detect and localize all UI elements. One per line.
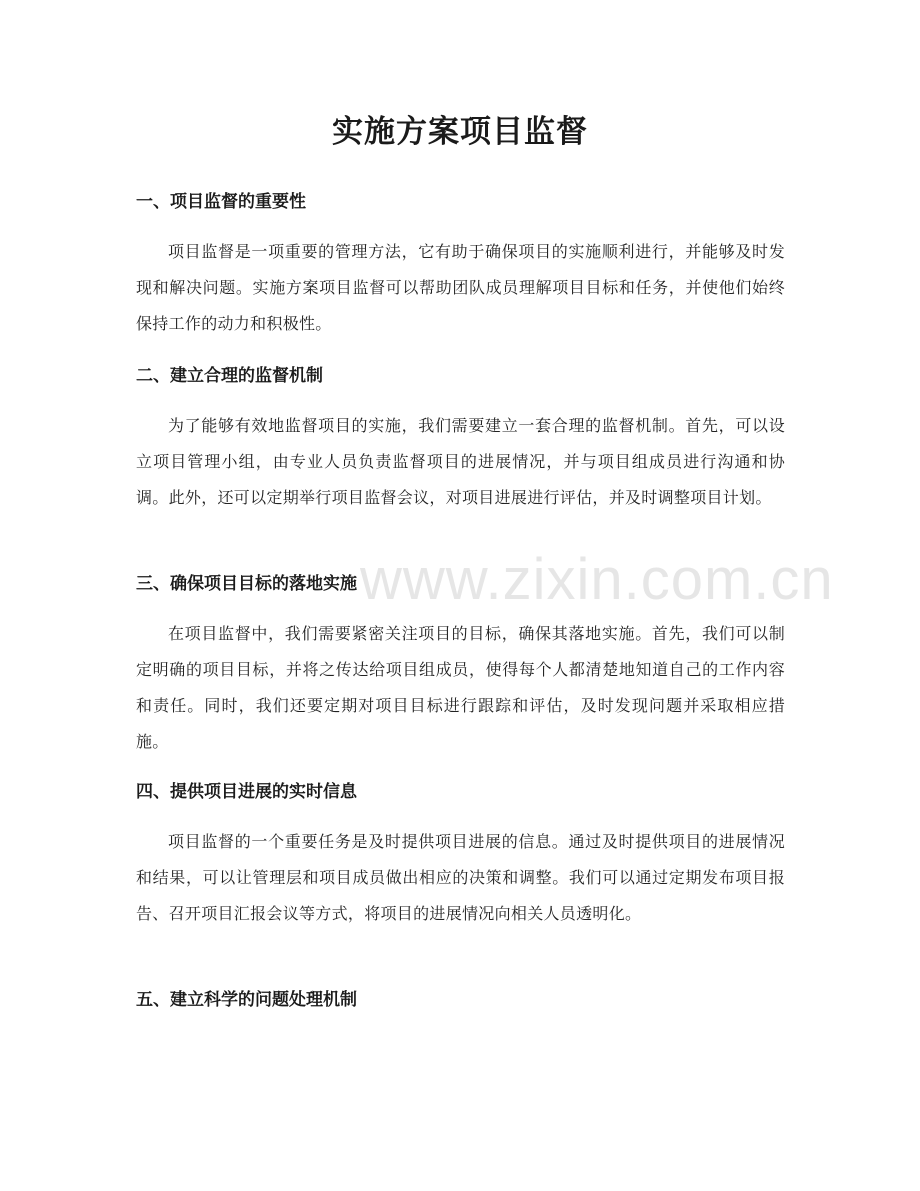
section-heading-3: 三、确保项目目标的落地实施 (136, 574, 357, 594)
watermark-text: www.zixin.com.cn (360, 547, 834, 612)
section-paragraph-1: 项目监督是一项重要的管理方法，它有助于确保项目的实施顺利进行，并能够及时发现和解决问题。实施方案项目监督可以帮助团队成员理解项目目标和任务，并使他们始终保持工作的动力和积极性。 (136, 242, 785, 333)
document-title: 实施方案项目监督 (332, 114, 588, 150)
section-heading-4: 四、提供项目进展的实时信息 (136, 782, 357, 802)
section-heading-1: 一、项目监督的重要性 (136, 192, 306, 212)
section-paragraph-4: 项目监督的一个重要任务是及时提供项目进展的信息。通过及时提供项目的进展情况和结果，可以让管理层和项目成员做出相应的决策和调整。我们可以通过定期发布项目报告、召开项目汇报会议等方式，将项目的进展情况向相关人员透明化。 (136, 832, 785, 923)
section-heading-5: 五、建立科学的问题处理机制 (136, 990, 357, 1010)
section-paragraph-3: 在项目监督中，我们需要紧密关注项目的目标，确保其落地实施。首先，我们可以制定明确的项目目标，并将之传达给项目组成员，使得每个人都清楚地知道自己的工作内容和责任。同时，我们还要定期对项目目标进行跟踪和评估，及时发现问题并采取相应措施。 (136, 624, 785, 751)
section-heading-2: 二、建立合理的监督机制 (136, 366, 323, 386)
section-paragraph-2: 为了能够有效地监督项目的实施，我们需要建立一套合理的监督机制。首先，可以设立项目管理小组，由专业人员负责监督项目的进展情况，并与项目组成员进行沟通和协调。此外，还可以定期举行项目监督会议，对项目进展进行评估，并及时调整项目计划。 (136, 416, 785, 507)
